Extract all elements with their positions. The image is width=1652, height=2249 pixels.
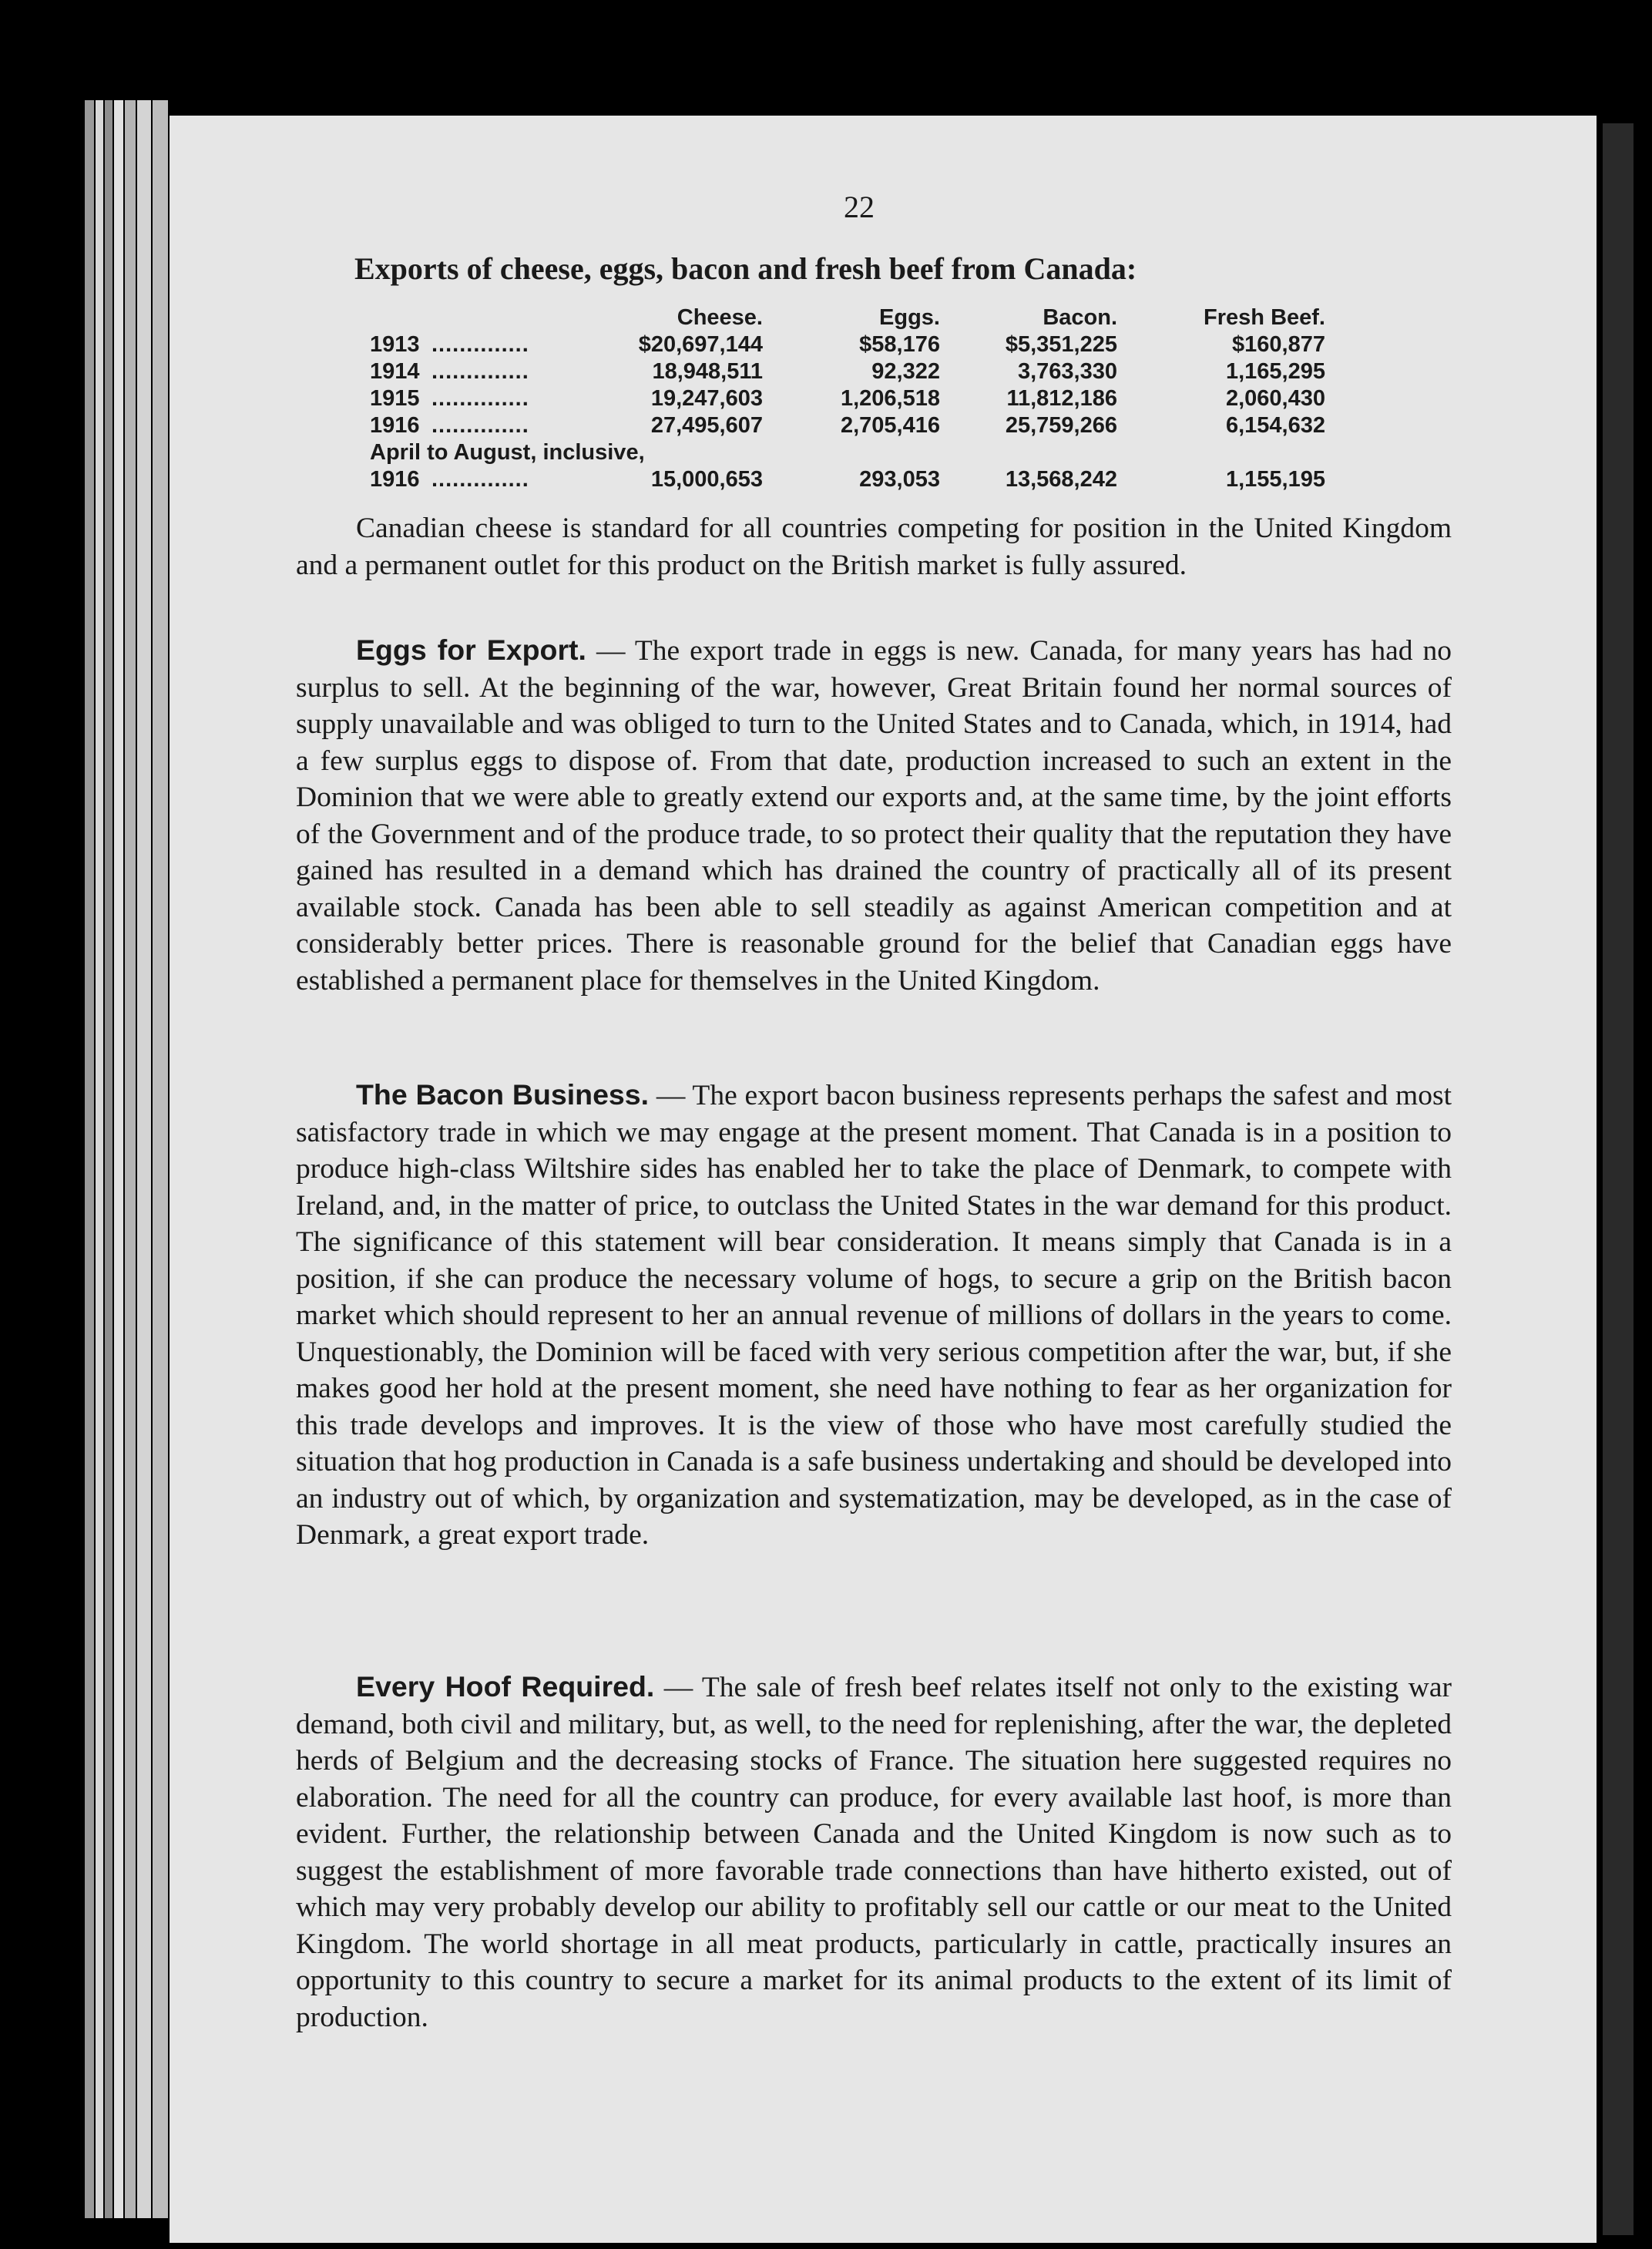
beef-cell: 2,060,430 bbox=[1225, 386, 1325, 411]
table-note-row bbox=[370, 439, 1325, 466]
bacon-paragraph-block bbox=[296, 1077, 1452, 1554]
leader-dots: .............. bbox=[431, 332, 529, 357]
leader-dots: .............. bbox=[431, 413, 529, 438]
book-edge bbox=[125, 100, 136, 2218]
table-row bbox=[370, 385, 1325, 412]
bacon-section-title: The Bacon Business. bbox=[356, 1078, 650, 1111]
beef-cell: 1,165,295 bbox=[1225, 359, 1325, 384]
book-edge bbox=[105, 100, 112, 2218]
book-edge bbox=[85, 100, 94, 2218]
bacon-cell: 13,568,242 bbox=[1005, 467, 1117, 492]
table-note: April to August, inclusive, bbox=[370, 440, 645, 465]
column-header-eggs: Eggs. bbox=[879, 305, 940, 330]
table-row bbox=[370, 331, 1325, 358]
eggs-cell: 293,053 bbox=[859, 467, 940, 492]
column-header bbox=[370, 304, 431, 331]
book-edge bbox=[137, 100, 151, 2218]
cheese-cell: 19,247,603 bbox=[650, 386, 763, 411]
book-edge bbox=[114, 100, 123, 2218]
year-cell: 1916 bbox=[370, 467, 420, 492]
column-header bbox=[431, 304, 616, 331]
table-header-row bbox=[370, 304, 1325, 331]
exports-table bbox=[370, 304, 1325, 493]
table-row bbox=[370, 412, 1325, 439]
eggs-paragraph-text: — The export trade in eggs is new. Canada, for many years has had no surplus to sell. At the beginning of the war, however, Great Britain found her normal sources of supply unavailable and was obliged to turn to the United States and to Canada, which, in 1914, had a few surplus eggs to dispose of. From that date, production increased to such an extent in the Dominion that we were able to greatly extend our exports and, at the same time, by the joint efforts of the Government and of the produce trade, to so protect their quality that the reputation they have gained has resulted in a demand which has drained the country of practically all of its present available stock. Canada has been able to sell steadily as against American competition and at considerably better prices. There is reasonable ground for the belief that Canadian eggs have established a permanent place for themselves in the United Kingdom. bbox=[296, 635, 1452, 997]
table-row bbox=[370, 466, 1325, 493]
hoof-paragraph-text: — The sale of fresh beef relates itself not only to the existing war demand, both civil and military, but, as well, to the need for replenishing, after the war, the depleted herds of Belgium and the decreasing stocks of France. The situation here suggested requires no elaboration. The need for all the country can produce, for every available last hoof, is more than evident. Further, the relationship between Canada and the United Kingdom is now such as to suggest the establishment of more favorable trade connections than have hitherto existed, out of which may very probably develop our ability to profitably sell our cattle or our meat to the United Kingdom. The world shortage in all meat products, particularly in cattle, practically insures an opportunity to this country to secure a market for its animal products to the extent of its limit of production. bbox=[296, 1672, 1452, 2033]
eggs-paragraph-block bbox=[296, 632, 1452, 999]
leader-dots: .............. bbox=[431, 386, 529, 411]
eggs-cell: $58,176 bbox=[859, 332, 940, 357]
cheese-paragraph-block bbox=[296, 510, 1452, 583]
beef-cell: 1,155,195 bbox=[1225, 467, 1325, 492]
table-row bbox=[370, 358, 1325, 385]
beef-cell: $160,877 bbox=[1232, 332, 1325, 357]
book-edge bbox=[96, 100, 103, 2218]
cheese-cell: 15,000,653 bbox=[650, 467, 763, 492]
eggs-section-title: Eggs for Export. bbox=[356, 634, 586, 666]
hoof-paragraph-block bbox=[296, 1669, 1452, 2036]
cheese-cell: 18,948,511 bbox=[652, 359, 763, 384]
bacon-paragraph bbox=[296, 1077, 1452, 1554]
eggs-cell: 92,322 bbox=[871, 359, 940, 384]
year-cell: 1913 bbox=[370, 332, 420, 357]
book-edge bbox=[153, 100, 168, 2218]
column-header-cheese: Cheese. bbox=[677, 305, 763, 330]
beef-cell: 6,154,632 bbox=[1225, 413, 1325, 438]
page-heading: Exports of cheese, eggs, bacon and fresh beef from Canada: bbox=[354, 251, 1137, 286]
year-cell: 1916 bbox=[370, 413, 420, 438]
column-header-bacon: Bacon. bbox=[1043, 305, 1117, 330]
eggs-cell: 2,705,416 bbox=[840, 413, 940, 438]
year-cell: 1914 bbox=[370, 359, 420, 384]
eggs-cell: 1,206,518 bbox=[840, 386, 940, 411]
cheese-cell: 27,495,607 bbox=[650, 413, 763, 438]
bacon-paragraph-text: — The export bacon business represents perhaps the safest and most satisfactory trade in which we may engage at the present moment. That Canada is in a position to produce high-class Wiltshire sides has enabled her to take the place of Denmark, to compete with Ireland, and, in the matter of price, to outclass the United States in the war demand for this product. The significance of this statement will bear consideration. It means simply that Canada is in a position, if she can produce the necessary volume of hogs, to secure a grip on the British bacon market which should represent to her an annual revenue of millions of dollars in the years to come. Unquestionably, the Dominion will be faced with very serious competition after the war, but, if she makes good her hold at the present moment, she need have nothing to fear as her organization for this trade develops and improves. It is the view of those who have most carefully studied the situation that hog production in Canada is a safe business undertaking and should be developed into an industry out of which, by organization and systematization, may be developed, as in the case of Denmark, a great export trade. bbox=[296, 1080, 1452, 1551]
hoof-section-title: Every Hoof Required. bbox=[356, 1670, 655, 1703]
column-header-fresh-beef: Fresh Beef. bbox=[1204, 305, 1325, 330]
cheese-cell: $20,697,144 bbox=[638, 332, 763, 357]
bacon-cell: $5,351,225 bbox=[1005, 332, 1117, 357]
bacon-cell: 3,763,330 bbox=[1017, 359, 1117, 384]
year-cell: 1915 bbox=[370, 386, 420, 411]
leader-dots: .............. bbox=[431, 359, 529, 384]
bacon-cell: 25,759,266 bbox=[1005, 413, 1117, 438]
eggs-paragraph bbox=[296, 632, 1452, 999]
cheese-paragraph: Canadian cheese is standard for all countries competing for position in the United Kingdom and a permanent outlet for this product on the British market is fully assured. bbox=[296, 513, 1452, 581]
leader-dots: .............. bbox=[431, 467, 529, 492]
page-number: 22 bbox=[844, 190, 875, 224]
page-shadow bbox=[1603, 123, 1634, 2235]
bacon-cell: 11,812,186 bbox=[1006, 386, 1117, 411]
hoof-paragraph bbox=[296, 1669, 1452, 2036]
